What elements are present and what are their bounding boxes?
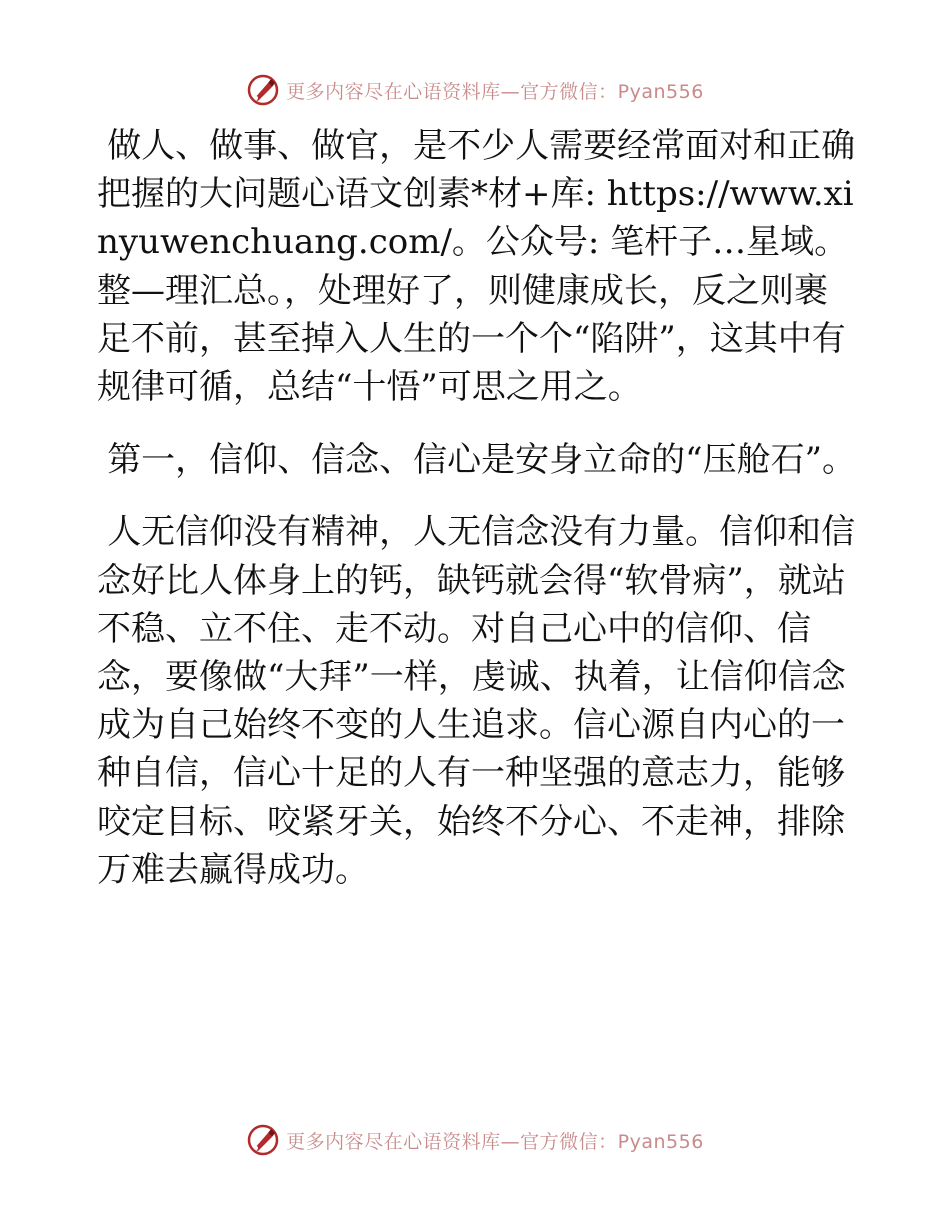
intro-paragraph: 做人、做事、做官，是不少人需要经常面对和正确把握的大问题心语文创素*材+库: https://www.xinyuwenchuang.com/。公众号: 笔杆子…星域。整—理汇总。，处理好了，则健康成长，反之则裹足不前，甚至掉入人生的一个个“陷阱”，这其中有规律可循，总结“十悟”可思之用之。: [97, 126, 856, 408]
pen-circle-logo-icon: [246, 1123, 280, 1157]
watermark-text: 更多内容尽在心语资料库—官方微信：Pyan556: [286, 80, 704, 103]
body-paragraph: 人无信仰没有精神，人无信念没有力量。信仰和信念好比人体身上的钙，缺钙就会得“软骨病”，就站不稳、立不住、走不动。对自己心中的信仰、信念，要像做“大拜”一样，虔诚、执着，让信仰信念成为自己始终不变的人生追求。信心源自内心的一种自信，信心十足的人有一种坚强的意志力，能够咬定目标、咬紧牙关，始终不分心、不走神，排除万难去赢得成功。: [97, 512, 856, 890]
header-watermark: [0, 70, 950, 110]
pen-circle-logo-icon: [246, 73, 280, 107]
document-body: [97, 122, 857, 894]
section-heading: 第一，信仰、信念、信心是安身立命的“压舱石”。: [107, 440, 856, 481]
watermark-text: 更多内容尽在心语资料库—官方微信：Pyan556: [286, 1130, 704, 1153]
footer-watermark: [0, 1120, 950, 1160]
